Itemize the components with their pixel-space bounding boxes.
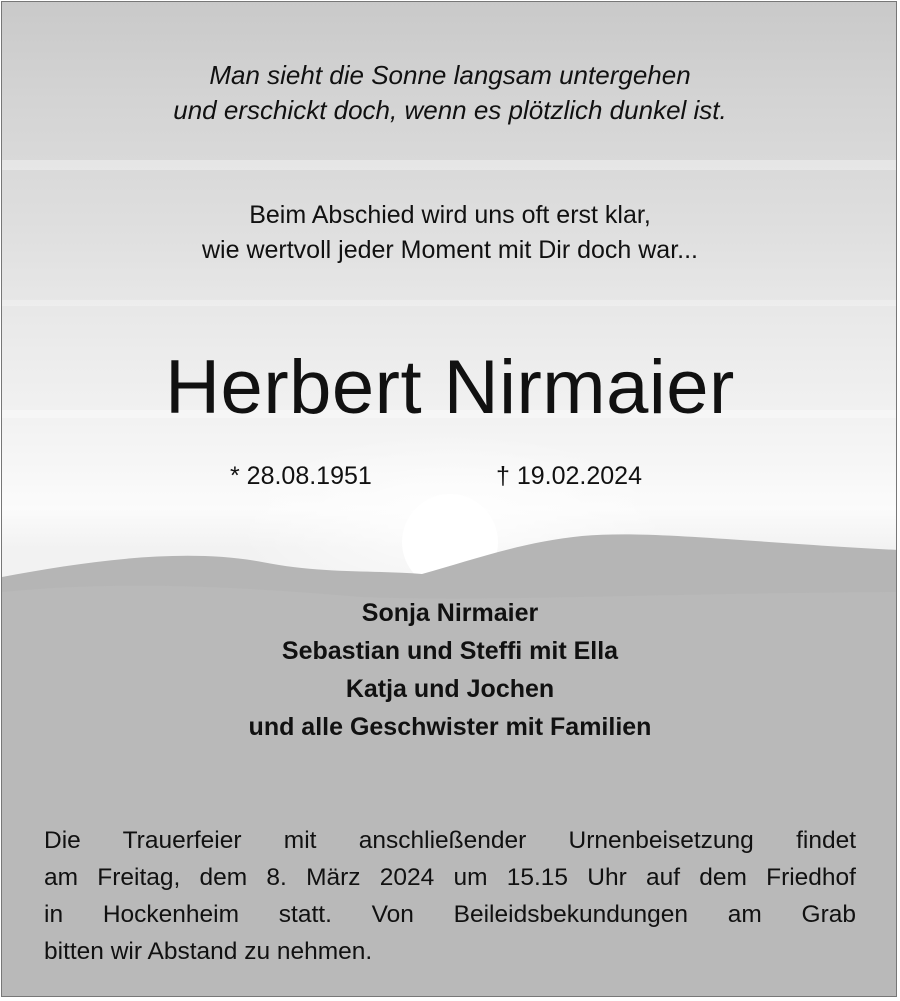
mourner-line: Sebastian und Steffi mit Ella [281,637,619,665]
mourner-line: Katja und Jochen [345,675,555,703]
poem-line: und erschickt doch, wenn es plötzlich dunkel ist. [173,95,727,125]
details-line: Die Trauerfeier mit anschließender Urnenbeisetzung findet [44,827,856,854]
verse-line: Beim Abschied wird uns oft erst klar, [249,201,651,229]
funeral-details [44,822,856,970]
verse-line: wie wertvoll jeder Moment mit Dir doch war... [202,236,698,264]
details-line: bitten wir Abstand zu nehmen. [44,938,373,965]
birth-date: * 28.08.1951 [230,462,372,490]
mourners-list [2,594,897,746]
deceased-name: Herbert Nirmaier [165,345,735,430]
details-line: am Freitag, dem 8. März 2024 um 15.15 Uhr auf dem Friedhof [44,864,856,891]
death-date: † 19.02.2024 [496,462,642,490]
farewell-verse [2,198,897,268]
obituary-notice [1,1,897,997]
poem-line: Man sieht die Sonne langsam untergehen [209,60,691,90]
mourner-line: Sonja Nirmaier [361,599,539,627]
opening-poem [2,58,897,128]
details-line: in Hockenheim statt. Von Beileidsbekundungen am Grab [44,901,856,928]
mourner-line: und alle Geschwister mit Familien [248,713,652,741]
